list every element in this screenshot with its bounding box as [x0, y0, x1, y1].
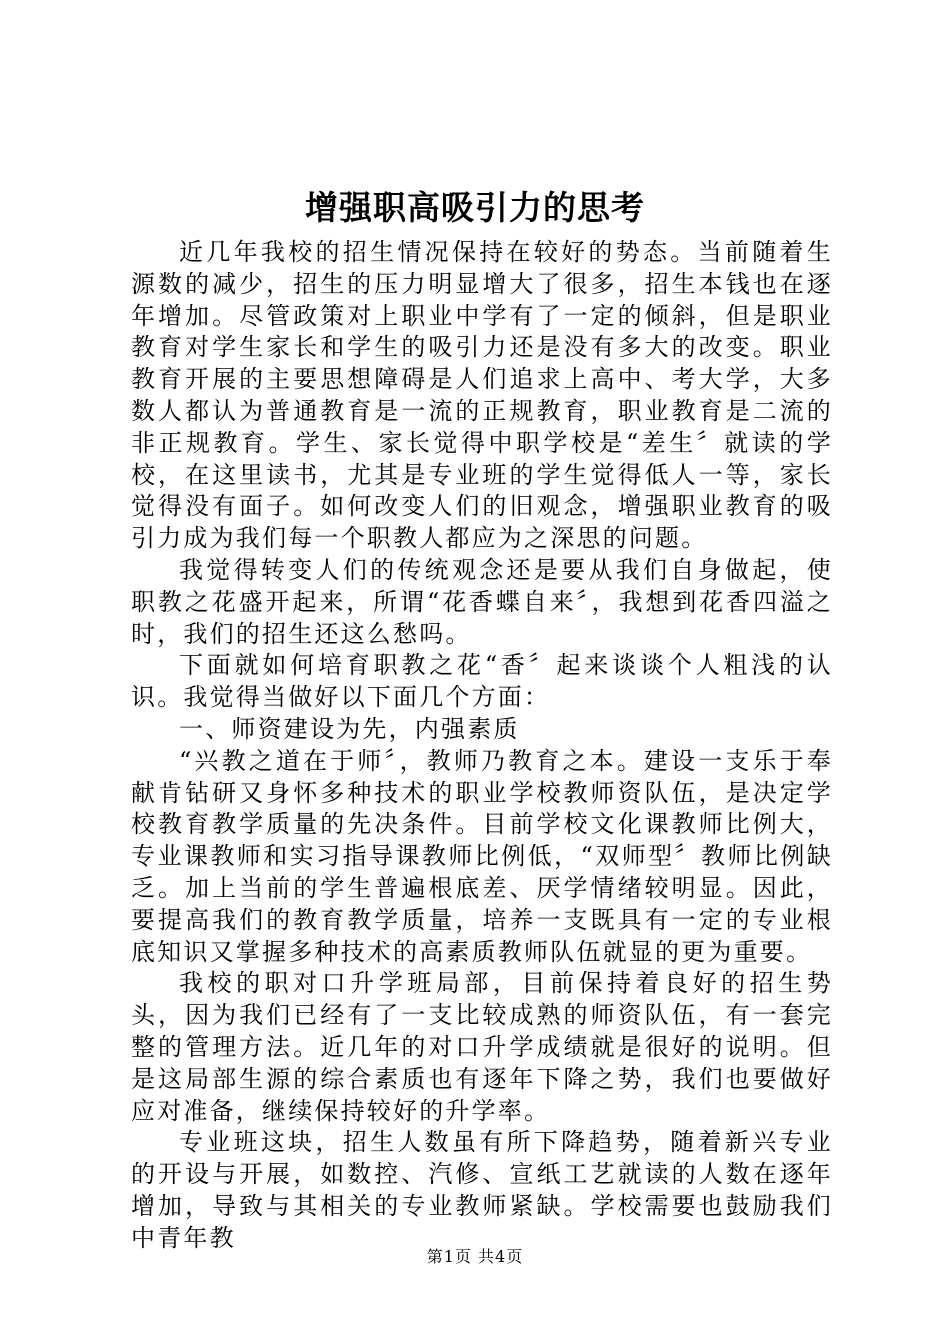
document-title: 增强职高吸引力的思考 [305, 188, 645, 227]
section-heading-1: 一、师资建设为先，内强素质 [179, 714, 520, 743]
paragraph-2: 我觉得转变人们的传统观念还是要从我们自身做起，使职教之花盛开起来，所谓“花香蝶自来〞，我想到花香四溢之时，我们的招生还这么愁吗。 [131, 555, 833, 648]
paragraph-4: “兴教之道在于师〞，教师乃教育之本。建设一支乐于奉献肯钻研又身怀多种技术的职业学校教师资队伍，是决定学校教育教学质量的先决条件。目前学校文化课教师比例大，专业课教师和实习指导课教师比例低，“双师型〞教师比例缺乏。加上当前的学生普遍根底差、厌学情绪较明显。因此，要提高我们的教育教学质量，培养一支既具有一定的专业根底知识又掌握多种技术的高素质教师队伍就显的更为重要。 [131, 746, 833, 966]
paragraph-5: 我校的职对口升学班局部，目前保持着良好的招生势头，因为我们已经有了一支比较成熟的师资队伍，有一套完整的管理方法。近几年的对口升学成绩就是很好的说明。但是这局部生源的综合素质也有逐年下降之势，我们也要做好应对准备，继续保持较好的升学率。 [131, 969, 833, 1125]
page-number-footer: 第1页 共4页 [426, 1247, 524, 1266]
paragraph-1: 近几年我校的招生情况保持在较好的势态。当前随着生源数的减少，招生的压力明显增大了很多，招生本钱也在逐年增加。尽管政策对上职业中学有了一定的倾斜，但是职业教育对学生家长和学生的吸引力还是没有多大的改变。职业教育开展的主要思想障碍是人们追求上高中、考大学，大多数人都认为普通教育是一流的正规教育，职业教育是二流的非正规教育。学生、家长觉得中职学校是“差生〞就读的学校，在这里读书，尤其是专业班的学生觉得低人一等，家长觉得没有面子。如何改变人们的旧观念，增强职业教育的吸引力成为我们每一个职教人都应为之深思的问题。 [131, 238, 833, 553]
paragraph-6: 专业班这块，招生人数虽有所下降趋势，随着新兴专业的开设与开展，如数控、汽修、宣纸工艺就读的人数在逐年增加，导致与其相关的专业教师紧缺。学校需要也鼓励我们中青年教 [131, 1128, 833, 1252]
document-body [131, 237, 833, 1255]
paragraph-3: 下面就如何培育职教之花“香〞起来谈谈个人粗浅的认识。我觉得当做好以下面几个方面： [131, 651, 833, 712]
